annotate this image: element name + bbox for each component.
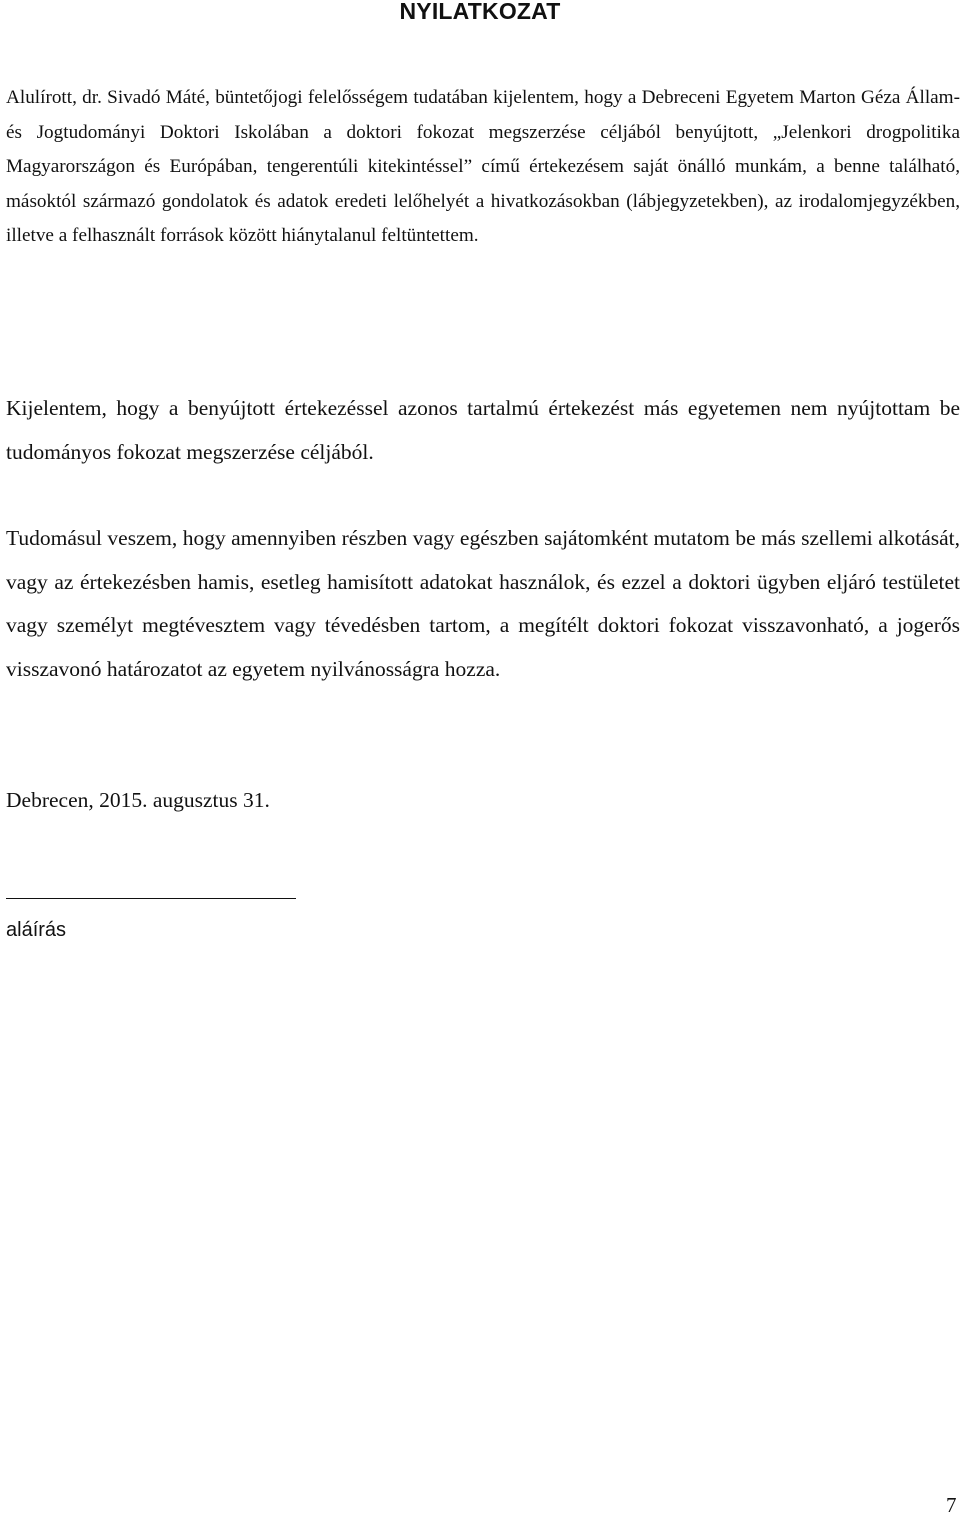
- declaration-paragraph-1: Alulírott, dr. Sivadó Máté, büntetőjogi felelősségem tudatában kijelentem, hogy a Debreceni Egyetem Marton Géza Állam- és Jogtudományi Doktori Iskolában a doktori fokozat megszerzése céljából benyújtott, „Jelenkori drogpolitika Magyarországon és Európában, tengerentúli kitekintéssel” című értekezésem saját önálló munkám, a benne található, másoktól származó gondolatok és adatok eredeti lelőhelyét a hivatkozásokban (lábjegyzetekben), az irodalomjegyzékben, illetve a felhasznált források között hiánytalanul feltüntettem.: [6, 87, 960, 247]
- signature-label: aláírás: [6, 919, 67, 941]
- date-line: Debrecen, 2015. augusztus 31.: [6, 788, 270, 812]
- declaration-paragraph-3: Tudomásul veszem, hogy amennyiben részben vagy egészben sajátomként mutatom be más szellemi alkotását, vagy az értekezésben hamis, esetleg hamisított adatokat használok, és ezzel a doktori ügyben eljáró testületet vagy személyt megtévesztem vagy tévedésben tartom, a megítélt doktori fokozat visszavonható, a jogerős visszavonó határozatot az egyetem nyilvánosságra hozza.: [6, 526, 960, 681]
- document-title: NYILATKOZAT: [399, 0, 561, 24]
- page-number: 7: [946, 1493, 957, 1517]
- signature-line: [6, 898, 296, 899]
- declaration-paragraph-2: Kijelentem, hogy a benyújtott értekezéssel azonos tartalmú értekezést más egyetemen nem nyújtottam be tudományos fokozat megszerzése céljából.: [6, 396, 960, 464]
